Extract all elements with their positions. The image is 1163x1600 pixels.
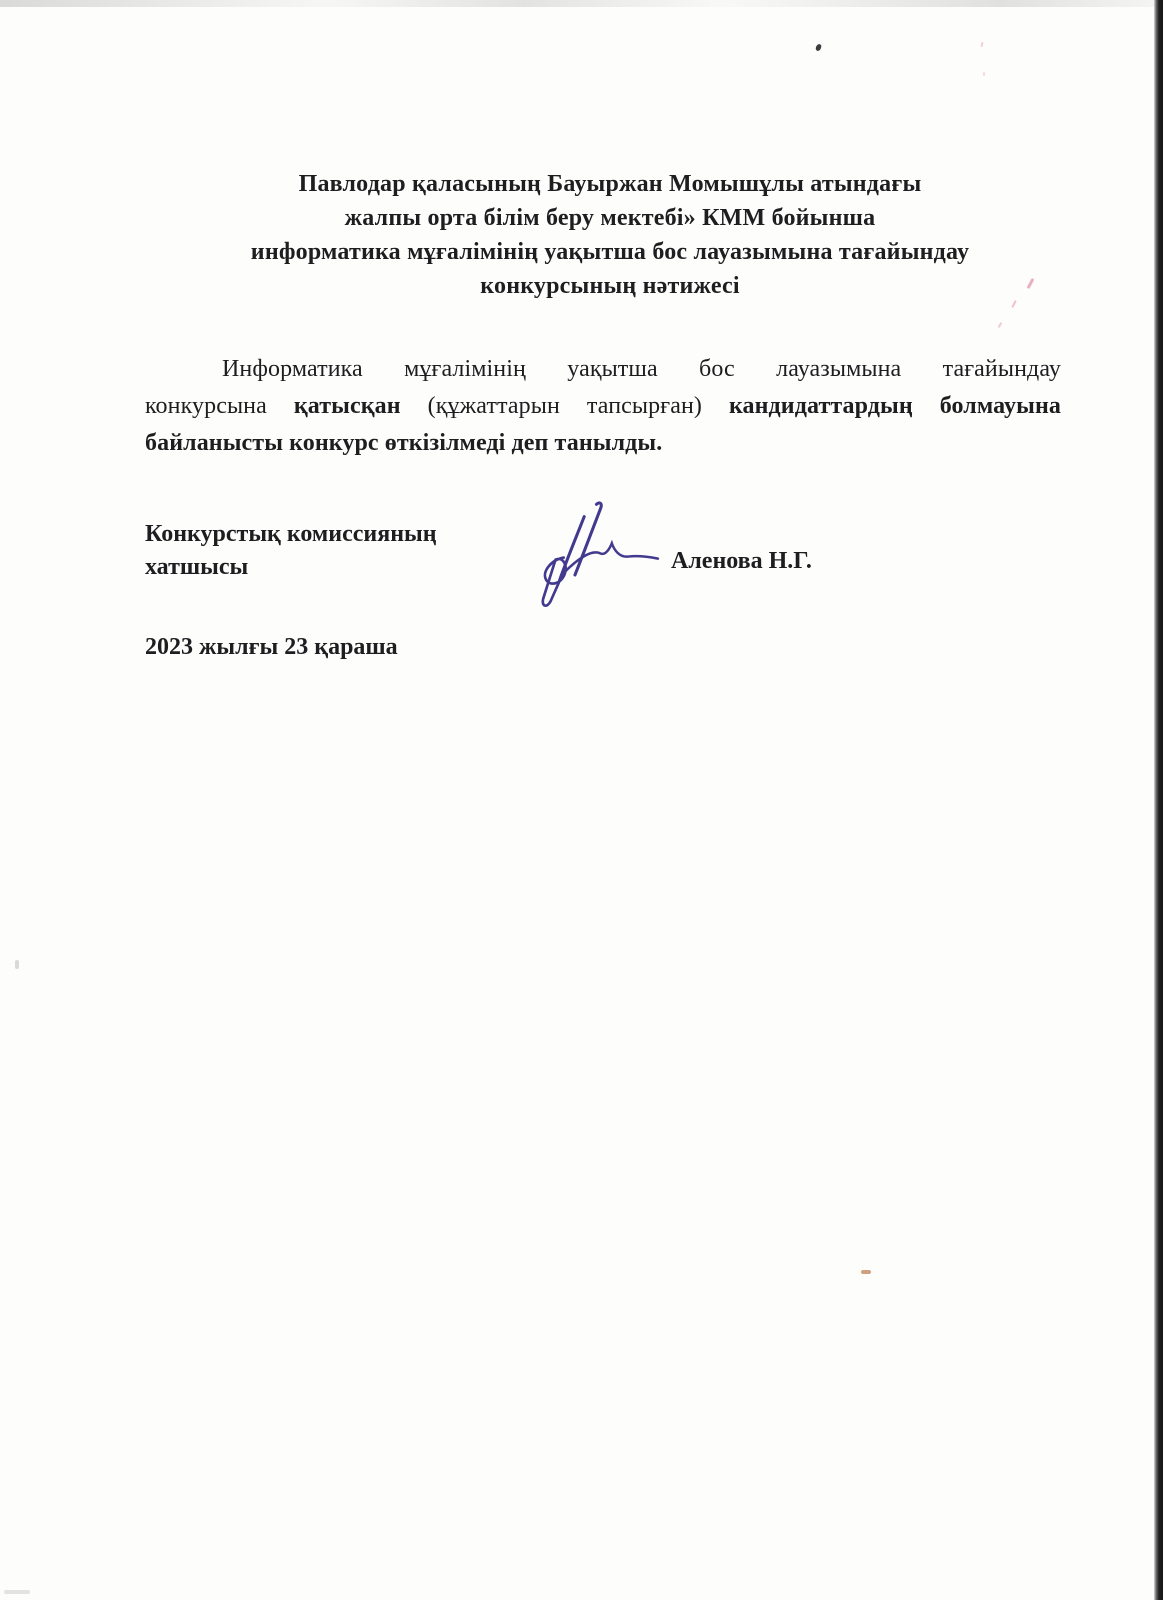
signature-role-title: [145, 518, 437, 584]
body-text-run-bold: кандидаттардың болмауына: [728, 393, 1061, 419]
title-line-1: Павлодар қаласының Бауыржан Момышұлы атындағы: [298, 171, 922, 197]
scan-speck: [4, 1590, 30, 1594]
signature-role-line-2: хатшысы: [145, 554, 249, 580]
body-text-run: Информатика мұғалімінің уақытша бос лауазымына тағайындау: [222, 356, 1061, 382]
signer-name: Аленова Н.Г.: [671, 548, 812, 574]
body-text-run-bold: байланысты конкурс өткізілмеді деп танылды.: [145, 430, 663, 456]
document-title: [140, 167, 1080, 303]
body-text-run-bold: қатысқан: [293, 393, 401, 419]
body-line-3: [145, 425, 1061, 462]
title-line-2: жалпы орта білім беру мектебі» КММ бойынша: [344, 205, 876, 231]
body-text-run: конкурсына: [145, 393, 294, 419]
body-line-2: [145, 388, 1061, 425]
title-line-3: информатика мұғалімінің уақытша бос лауазымына тағайындау: [250, 239, 970, 265]
body-paragraph: [145, 351, 1061, 462]
scan-artifact-right-edge: [1154, 0, 1163, 1600]
body-text-run: (құжаттарын тапсырған): [400, 393, 729, 419]
scan-speck: [981, 42, 984, 47]
handwritten-signature: [533, 500, 661, 608]
scan-speck: [983, 72, 985, 76]
title-line-4: конкурсының нәтижесі: [480, 273, 740, 299]
scan-speck: [998, 322, 1003, 328]
signature-role-line-1: Конкурстық комиссияның: [145, 521, 437, 547]
scan-speck: [815, 43, 822, 51]
scan-speck: [861, 1270, 871, 1274]
scan-speck: [15, 960, 19, 969]
date-line: 2023 жылғы 23 қараша: [145, 634, 398, 660]
body-line-1: [145, 351, 1061, 388]
scan-artifact-top-smudge: [0, 0, 1163, 7]
